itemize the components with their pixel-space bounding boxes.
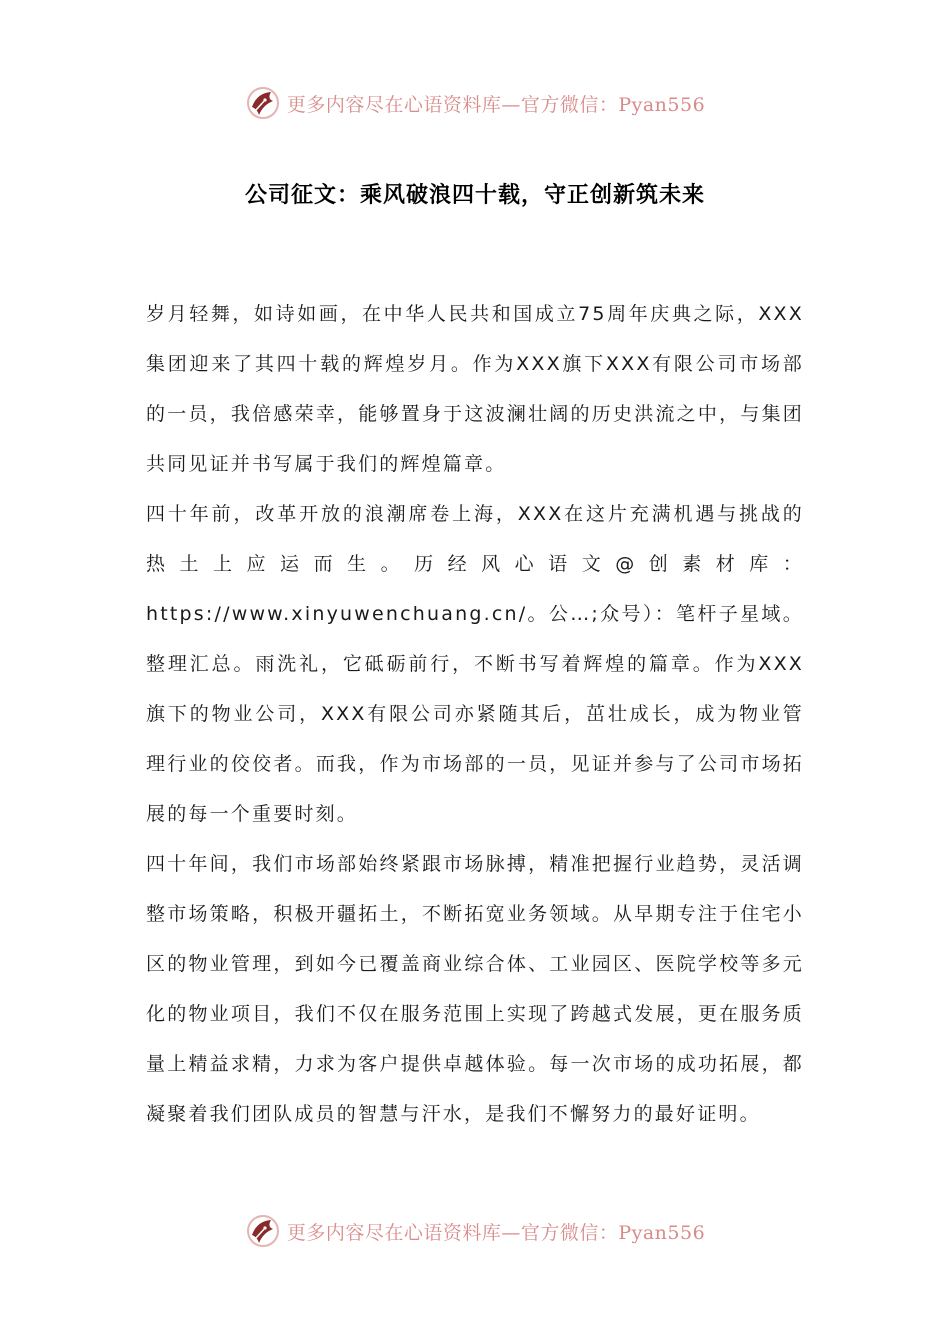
footer-banner-text: 更多内容尽在心语资料库—官方微信：Pyan556 [286,1221,706,1244]
paragraph-2: 四十年前，改革开放的浪潮席卷上海，XXX在这片充满机遇与挑战的热土上应运而生。历经风心语文@创素材库：https://www.xinyuwenchuang.cn/。公…;众号）：笔杆子星域。整理汇总。雨洗礼，它砥砺前行，不断书写着辉煌的篇章。作为XXX旗下的物业公司，XXX有限公司亦紧随其后，茁壮成长，成为物业管理行业的佼佼者。而我，作为市场部的一员，见证并参与了公司市场拓展的每一个重要时刻。 [146,503,804,825]
document-body [146,289,804,1139]
pen-nib-logo-icon [245,85,281,121]
pen-nib-logo-icon [245,1213,281,1249]
header-banner-text: 更多内容尽在心语资料库—官方微信：Pyan556 [286,93,706,116]
paragraph-3: 四十年间，我们市场部始终紧跟市场脉搏，精准把握行业趋势，灵活调整市场策略，积极开疆拓土，不断拓宽业务领域。从早期专注于住宅小区的物业管理，到如今已覆盖商业综合体、工业园区、医院学校等多元化的物业项目，我们不仅在服务范围上实现了跨越式发展，更在服务质量上精益求精，力求为客户提供卓越体验。每一次市场的成功拓展，都凝聚着我们团队成员的智慧与汗水，是我们不懈努力的最好证明。 [146,853,804,1125]
header-banner [0,83,950,123]
paragraph-1: 岁月轻舞，如诗如画，在中华人民共和国成立75周年庆典之际，XXX集团迎来了其四十载的辉煌岁月。作为XXX旗下XXX有限公司市场部的一员，我倍感荣幸，能够置身于这波澜壮阔的历史洪流之中，与集团共同见证并书写属于我们的辉煌篇章。 [146,303,804,475]
footer-banner [0,1211,950,1251]
document-title: 公司征文：乘风破浪四十载，守正创新筑未来 [244,183,705,208]
